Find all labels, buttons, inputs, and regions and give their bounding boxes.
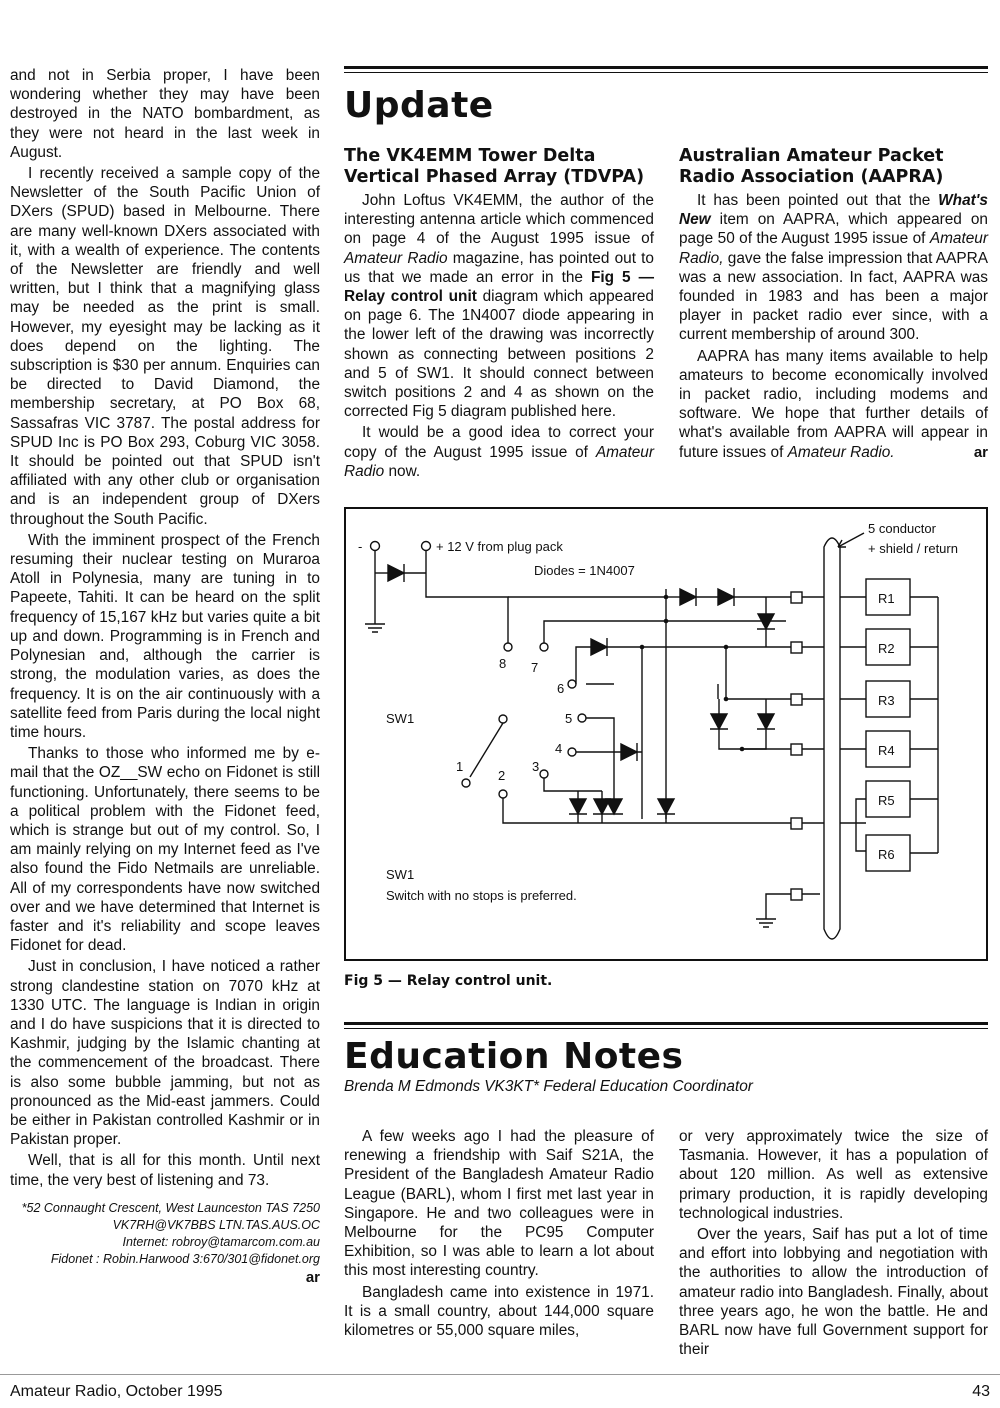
switch-pole	[462, 779, 470, 787]
paragraph: With the imminent prospect of the French resuming their nuclear testing on Muraroa Atoll in Polynesia, many are tuning in to Papeete, Tahiti. It can be heard on the split frequency of 15,167 kHz but varies quite a bit up and down. Programming is in French and Polynesian and, although the carrier is strong, the modulation varies, as does the frequency. It is on the air continuously with a satellite feed from Paris during the local night time hours.	[10, 531, 320, 741]
sw1-note-title: SW1	[386, 867, 415, 882]
education-column-2	[679, 1127, 988, 1359]
position-label: 5	[565, 711, 573, 726]
diodes-label: Diodes = 1N4007	[534, 563, 635, 578]
address-line: VK7RH@VK7BBS LTN.TAS.AUS.OC	[112, 1217, 320, 1232]
sw1-note: Switch with no stops is preferred.	[386, 888, 577, 903]
plus-terminal	[422, 542, 431, 551]
article-heading-aapra: Australian Amateur Packet Radio Association (AAPRA)	[679, 146, 944, 187]
conductor-label: 5 conductor	[868, 521, 936, 536]
relay-label: R2	[878, 641, 895, 656]
section-rule	[344, 1022, 988, 1025]
position-label: 7	[531, 660, 539, 675]
relay-label: R3	[878, 693, 895, 708]
paragraph: Thanks to those who informed me by e-mail that the OZ__SW echo on Fidonet is still functioning. Unfortunately, there seems to be a political problem with the Fidonet feed, which is strange but out of my control. So, I am mainly relying on my Internet feed as I've also found the Fido Netmails are unreliable. All of my correspondents have now switched over and we have determined that Internet is faster and it's reliability and scope leaves Fidonet for dead.	[10, 745, 320, 955]
byline: Brenda M Edmonds VK3KT* Federal Education Coordinator	[344, 1078, 753, 1095]
plus12-label: + 12 V from plug pack	[436, 539, 563, 554]
switch-contact	[504, 643, 512, 651]
relay-label: R1	[878, 591, 895, 606]
switch-contact	[568, 680, 576, 688]
end-mark: ar	[305, 1268, 320, 1286]
address-line: Fidonet : Robin.Harwood 3:670/301@fidonet.org	[50, 1251, 320, 1266]
switch-contact	[568, 748, 576, 756]
relay-label: R5	[878, 793, 895, 808]
footer-rule	[0, 1374, 1000, 1375]
relay-label: R6	[878, 847, 895, 862]
tdvpa-article	[344, 191, 654, 481]
section-rule	[344, 72, 988, 73]
diode	[591, 639, 607, 655]
section-title-update: Update	[344, 85, 494, 126]
diode	[680, 589, 696, 605]
paragraph: Just in conclusion, I have noticed a rather strong clandestine station on 7070 kHz at 1330 UTC. The language is Indian in origin and I do have suspicions that it is directed to Kashmir, judging by the Islamic chanting at the commencement of the broadcast. There is also some bubble jamming, but not as pronounced as the Mid-east jammers. Could be either in Pakistan controlled Kashmir or in Pakistan proper.	[10, 958, 320, 1149]
diode	[658, 799, 674, 814]
diode	[718, 589, 734, 605]
section-rule	[344, 66, 988, 69]
switch-contact	[499, 790, 507, 798]
switch-contact	[499, 715, 507, 723]
page-number: 43	[972, 1383, 990, 1400]
paragraph: AAPRA has many items available to help amateurs to become economically involved in packet radio, including modems and software. We hope that further details of what's available from AAPRA will appear in future issues of Amateur Radio.	[679, 347, 988, 461]
relay-control-unit-diagram	[344, 507, 988, 961]
switch-contact	[540, 643, 548, 651]
paragraph: John Loftus VK4EMM, the author of the interesting antenna article which commenced on page 4 of the August 1995 issue of Amateur Radio magazine, has pointed out to us that we made an error in the Fig 5 — Relay control unit diagram which appeared on page 6. The 1N4007 diode appearing in the lower left of the drawing was incorrectly shown as connecting between positions 2 and 5 of SW1. It should connect between switch positions 2 and 4 as shown on the corrected Fig 5 diagram published here.	[344, 192, 654, 421]
education-column-1	[344, 1127, 654, 1340]
paragraph: and not in Serbia proper, I have been wondering whether they may have been destroyed in the NATO bombardment, as they were not heard in the last week in August.	[10, 67, 320, 161]
diode	[606, 799, 622, 814]
author-address	[10, 1200, 320, 1268]
paragraph: Well, that is all for this month. Until next time, the very best of listening and 73.	[10, 1152, 320, 1189]
diode	[711, 714, 727, 729]
diode	[758, 714, 774, 729]
position-label: 4	[555, 741, 563, 756]
minus-label: -	[358, 539, 363, 554]
conductor-label: + shield / return	[868, 541, 958, 556]
aapra-article	[679, 191, 988, 462]
section-title-education: Education Notes	[344, 1036, 684, 1077]
diode	[621, 744, 637, 760]
sw1-label: SW1	[386, 711, 415, 726]
position-label: 2	[498, 768, 506, 783]
footer-title: Amateur Radio, October 1995	[10, 1383, 223, 1400]
cable	[824, 538, 840, 939]
address-line: *52 Connaught Crescent, West Launceston TAS 7250	[21, 1200, 320, 1215]
diode	[388, 565, 404, 581]
position-label: 3	[532, 759, 540, 774]
switch-contact	[578, 714, 586, 722]
left-column	[10, 66, 320, 1287]
paragraph: It has been pointed out that the What's New item on AAPRA, which appeared on page 50 of the August 1995 issue of Amateur Radio, gave the false impression that AAPRA was a new association. In fact, AAPRA was founded in 1983 and has been a major player in packet radio ever since, with a current membership of around 300.	[679, 192, 988, 344]
section-rule	[344, 1028, 988, 1029]
article-heading-tdvpa: The VK4EMM Tower Delta Vertical Phased Array (TDVPA)	[344, 146, 645, 187]
switch-contact	[540, 770, 548, 778]
paragraph: It would be a good idea to correct your copy of the August 1995 issue of Amateur Radio now.	[344, 424, 654, 480]
figure-caption: Fig 5 — Relay control unit.	[344, 973, 553, 989]
end-mark: ar	[973, 443, 988, 461]
diode	[570, 799, 586, 814]
relay-label: R4	[878, 743, 895, 758]
paragraph: Bangladesh came into existence in 1971. It is a small country, about 144,000 square kilometres or 55,000 square miles,	[344, 1283, 654, 1340]
position-label: 8	[499, 656, 507, 671]
paragraph: I recently received a sample copy of the Newsletter of the South Pacific Union of DXers (SPUD) based in Melbourne. There are many well-known DXers associated with it, with a wealth of experience. The contents of the Newsletter are friendly and well written, but I think that a magnifying glass may be needed as the print is small. However, my eyesight may be lacking as it does depend on the lighting. The subscription is $30 per annum. Enquiries can be directed to David Diamond, the membership secretary, at PO Box 68, Sassafras VIC 3787. The postal address for SPUD Inc is PO Box 293, Coburg VIC 3058. It should be pointed out that SPUD isn't affiliated with any other club or organisation and is an independent group of DXers throughout the South Pacific.	[10, 165, 320, 528]
minus-terminal	[371, 542, 380, 551]
paragraph: A few weeks ago I had the pleasure of renewing a friendship with Saif S21A, the President of the Bangladesh Amateur Radio League (BARL), whom I first met last year in Singapore. He and two colleagues were in Melbourne for the PC95 Computer Exhibition, so I was able to learn a lot about this most interesting country.	[344, 1128, 654, 1280]
paragraph: or very approximately twice the size of Tasmania. However, it has a population of about 120 million. As well as extensive primary production, it is rapidly developing technological industries.	[679, 1128, 988, 1222]
address-line: Internet: robroy@tamarcom.com.au	[122, 1234, 320, 1249]
position-label: 1	[456, 759, 464, 774]
paragraph: Over the years, Saif has put a lot of time and effort into lobbying and negotiation with the authorities to allow the introduction of amateur radio into Bangladesh. Finally, about three years ago, he won the battle. He and BARL now have full Government support for their	[679, 1226, 988, 1359]
position-label: 6	[557, 681, 565, 696]
